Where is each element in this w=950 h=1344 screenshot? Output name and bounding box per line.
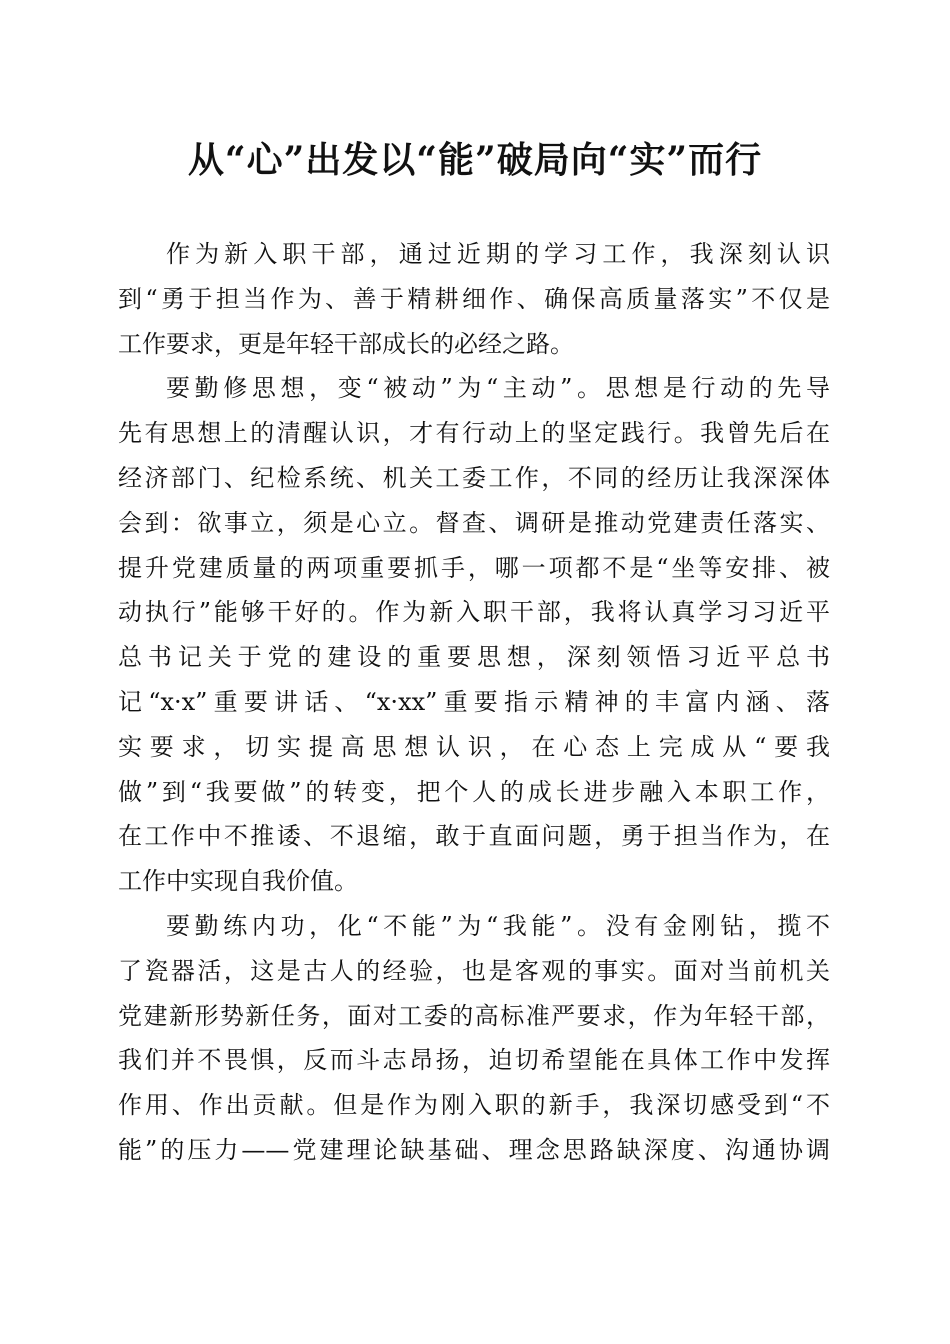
text-line: 了瓷器活，这是古人的经验，也是客观的事实。面对当前机关 — [118, 956, 830, 985]
text-line: 工作要求，更是年轻干部成长的必经之路。 — [118, 329, 574, 358]
text-line: 党建新形势新任务，面对工委的高标准严要求，作为年轻干部， — [118, 1001, 830, 1030]
text-line: 在工作中不推诿、不退缩，敢于直面问题，勇于担当作为，在 — [118, 822, 830, 851]
text-line: 记“x·x”重要讲话、“x·xx”重要指示精神的丰富内涵、落 — [118, 687, 830, 716]
text-line: 能”的压力——党建理论缺基础、理念思路缺深度、沟通协调 — [118, 1135, 830, 1164]
text-line: 作为新入职干部，通过近期的学习工作，我深刻认识 — [166, 240, 830, 268]
text-line: 实要求，切实提高思想认识，在心态上完成从“要我 — [118, 732, 830, 761]
text-line: 我们并不畏惧，反而斗志昂扬，迫切希望能在具体工作中发挥 — [118, 1046, 830, 1075]
text-line: 动执行”能够干好的。作为新入职干部，我将认真学习习近平 — [118, 598, 830, 627]
document-title: 从“心”出发以“能”破局向“实”而行 — [187, 139, 763, 181]
text-line: 作用、作出贡献。但是作为刚入职的新手，我深切感受到“不 — [118, 1091, 830, 1120]
text-line: 提升党建质量的两项重要抓手，哪一项都不是“坐等安排、被 — [118, 553, 830, 582]
text-line: 要勤修思想，变“被动”为“主动”。思想是行动的先导 — [166, 374, 830, 403]
document-body — [118, 232, 830, 1173]
text-line: 会到：欲事立，须是心立。督查、调研是推动党建责任落实、 — [118, 508, 830, 537]
text-line: 要勤练内功，化“不能”为“我能”。没有金刚钻，揽不 — [166, 911, 830, 940]
text-line: 到“勇于担当作为、善于精耕细作、确保高质量落实”不仅是 — [118, 284, 830, 313]
text-line: 经济部门、纪检系统、机关工委工作，不同的经历让我深深体 — [118, 463, 830, 492]
text-line: 做”到“我要做”的转变，把个人的成长进步融入本职工作， — [118, 777, 830, 806]
text-line: 总书记关于党的建设的重要思想，深刻领悟习近平总书 — [118, 643, 830, 672]
text-line: 先有思想上的清醒认识，才有行动上的坚定践行。我曾先后在 — [118, 419, 830, 448]
text-line: 工作中实现自我价值。 — [118, 867, 358, 896]
